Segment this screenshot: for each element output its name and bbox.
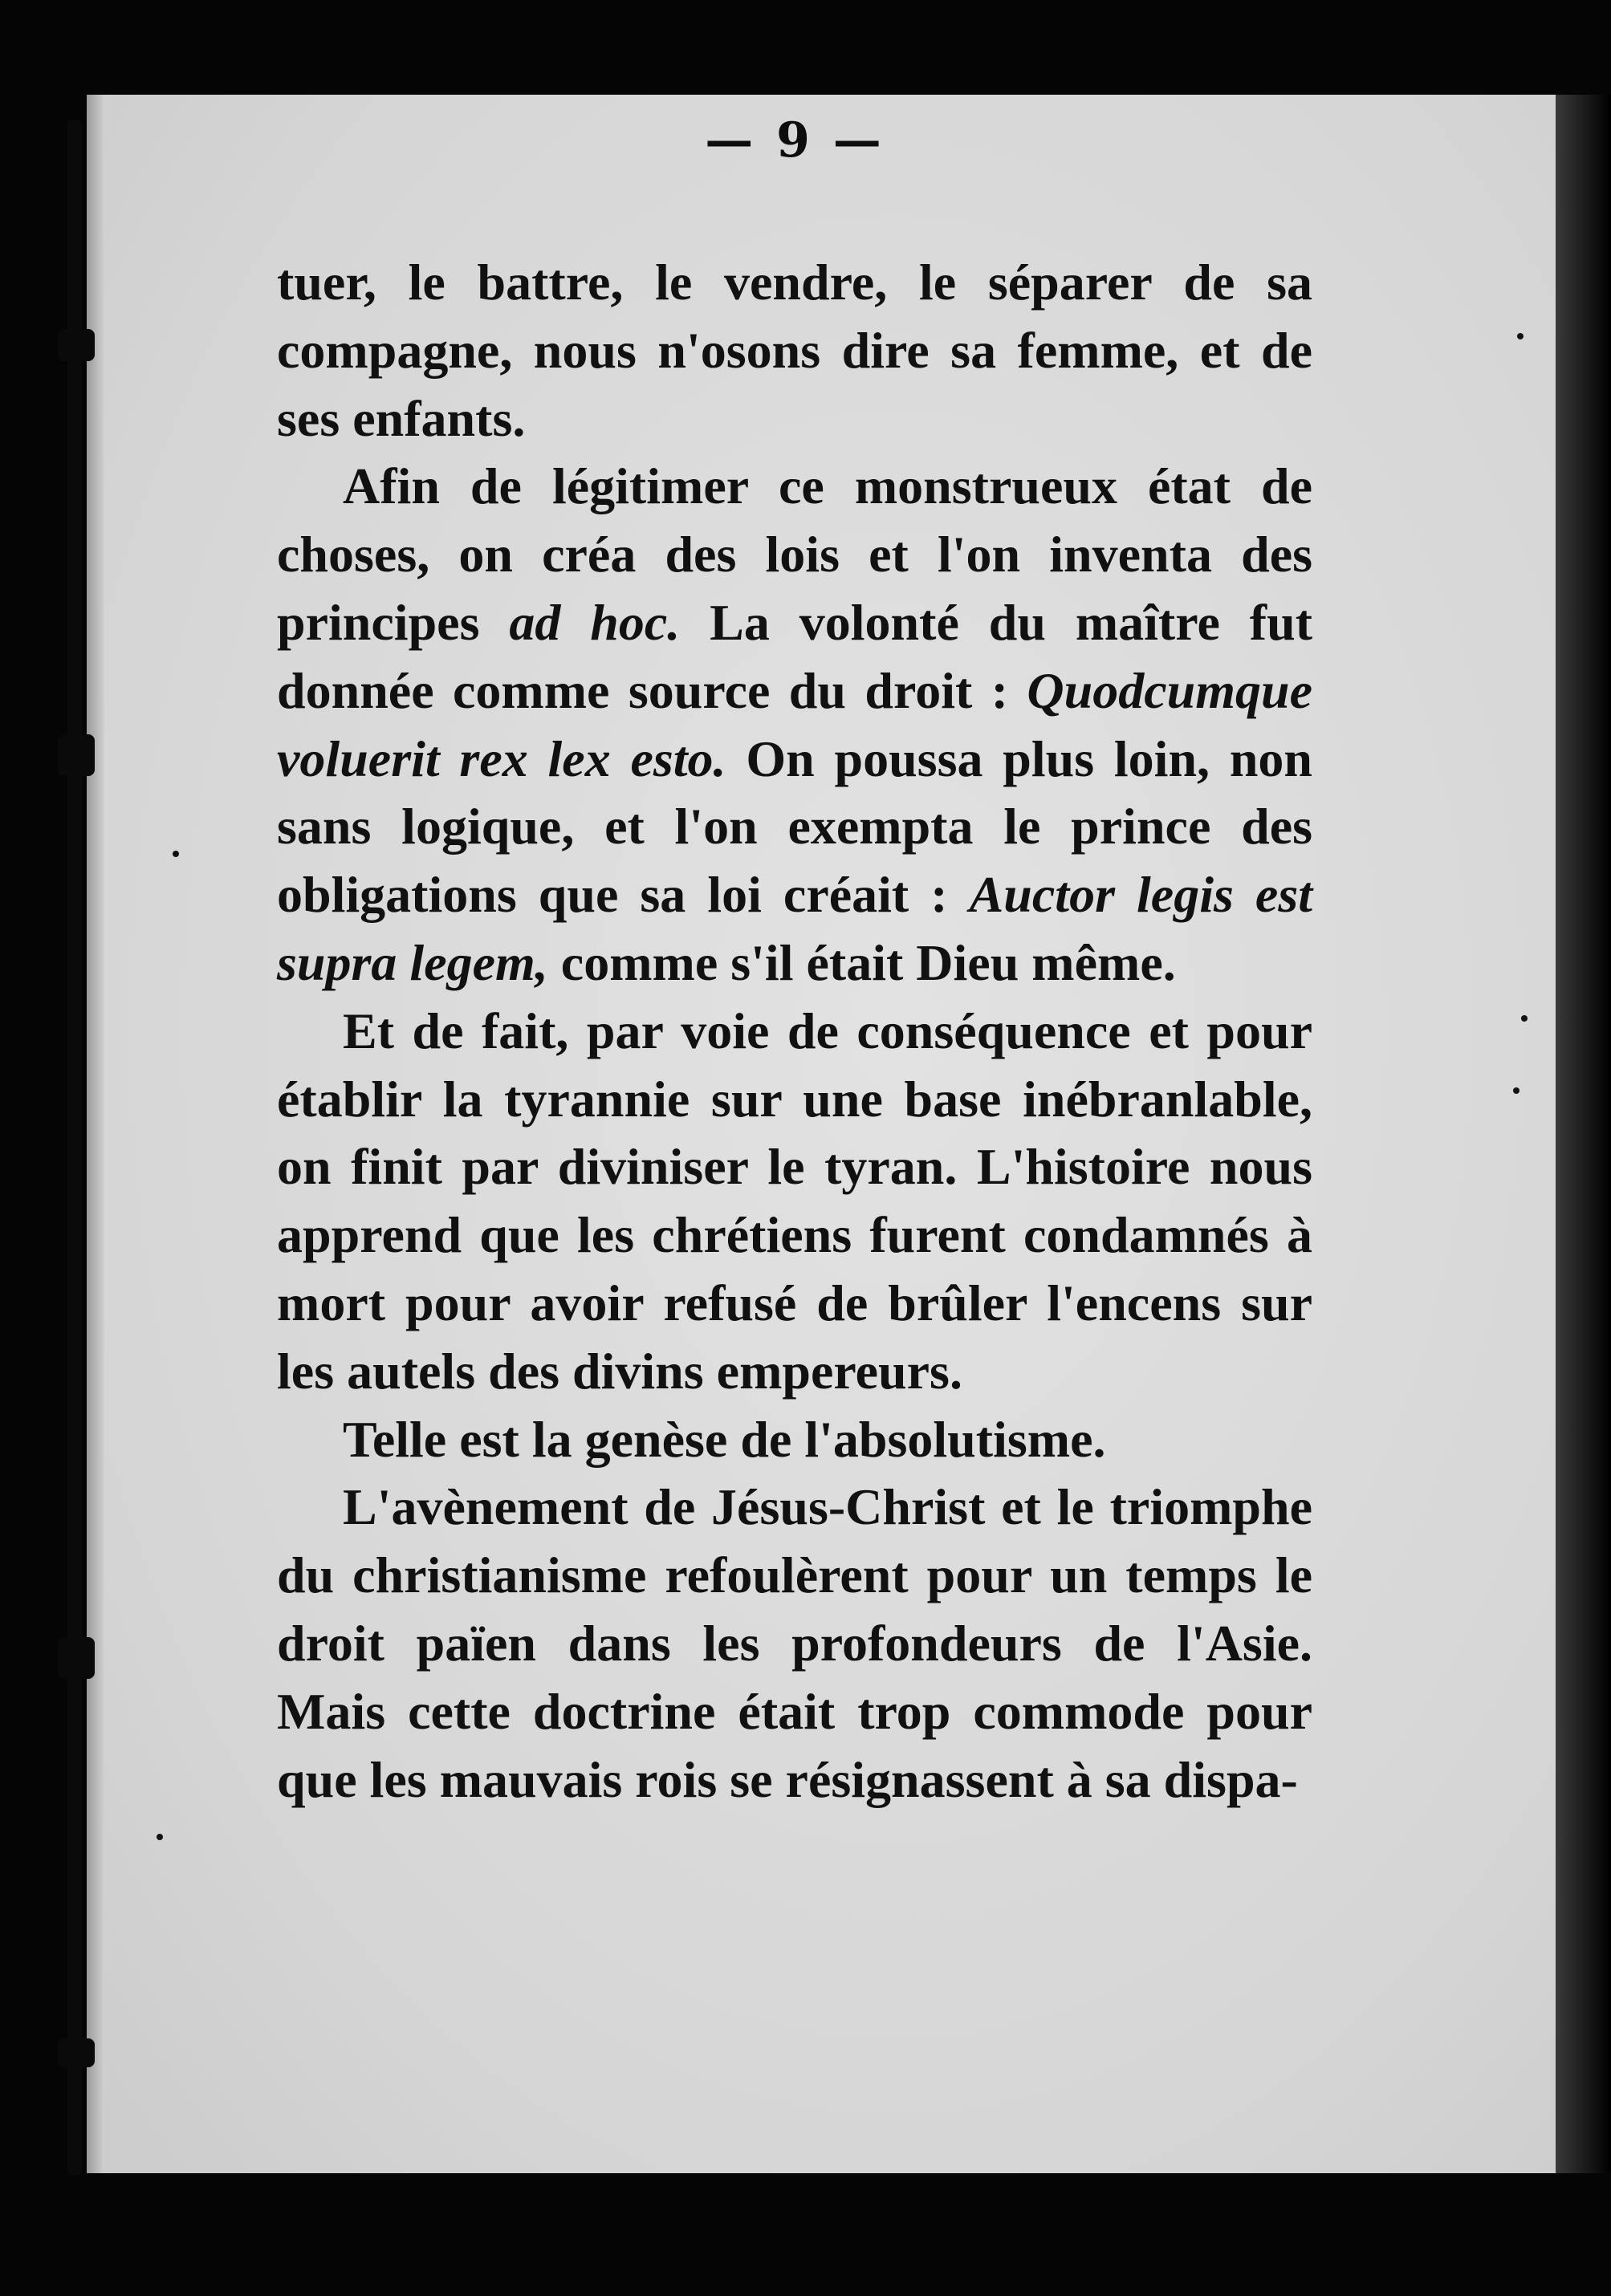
body-text (277, 249, 1312, 1814)
dust-speck (173, 851, 179, 857)
latin-phrase: Quodcumque voluerit rex lex esto. (277, 661, 1312, 787)
paragraph: tuer, le battre, le vendre, le séparer de sa compagne, nous n'osons dire sa femme, et de ses enfants. (277, 254, 1312, 447)
binding-stitch (58, 734, 95, 776)
dust-speck (1513, 1087, 1519, 1094)
binding-thread (67, 120, 82, 2175)
paragraph: Telle est la genèse de l'absolutisme. (343, 1410, 1106, 1468)
page-number: — 9 — (705, 112, 885, 169)
latin-phrase: ad hoc. (509, 593, 681, 651)
binding-stitch (58, 329, 95, 361)
text-run: La volonté du maître fut donnée comme source du droit : (277, 593, 1313, 719)
binding-stitch (58, 2038, 95, 2067)
dust-speck (157, 1834, 163, 1840)
dust-speck (1521, 1015, 1528, 1022)
binding-stitch (58, 1637, 95, 1679)
text-run: Afin de légitimer ce monstrueux état de choses, on créa des lois et l'on inventa des principes (277, 457, 1312, 651)
right-edge-shadow (1556, 95, 1611, 2173)
latin-phrase: Auctor legis est supra legem, (277, 866, 1313, 991)
text-run: On poussa plus loin, non sans logique, et l'on exempta le prince des obligations que sa loi créait : (277, 729, 1313, 924)
dust-speck (1517, 333, 1524, 339)
page-edge-shadow (87, 95, 104, 2173)
text-run: comme s'il était Dieu même. (547, 933, 1176, 991)
paragraph: Et de fait, par voie de conséquence et pour établir la tyrannie sur une base inébranlable, on finit par diviniser le tyran. L'histoire nous apprend que les chrétiens furent condamnés à mort pour avoir refusé de brûler l'encens sur les autels des divins empereurs. (277, 1002, 1312, 1400)
paragraph: L'avènement de Jésus-Christ et le triomphe du christianisme refoulèrent pour un temps le droit païen dans les profondeurs de l'Asie. Mais cette doctrine était trop commode pour que les mauvais rois se résignassent à sa dispa- (277, 1478, 1312, 1808)
paragraph (277, 453, 1312, 997)
